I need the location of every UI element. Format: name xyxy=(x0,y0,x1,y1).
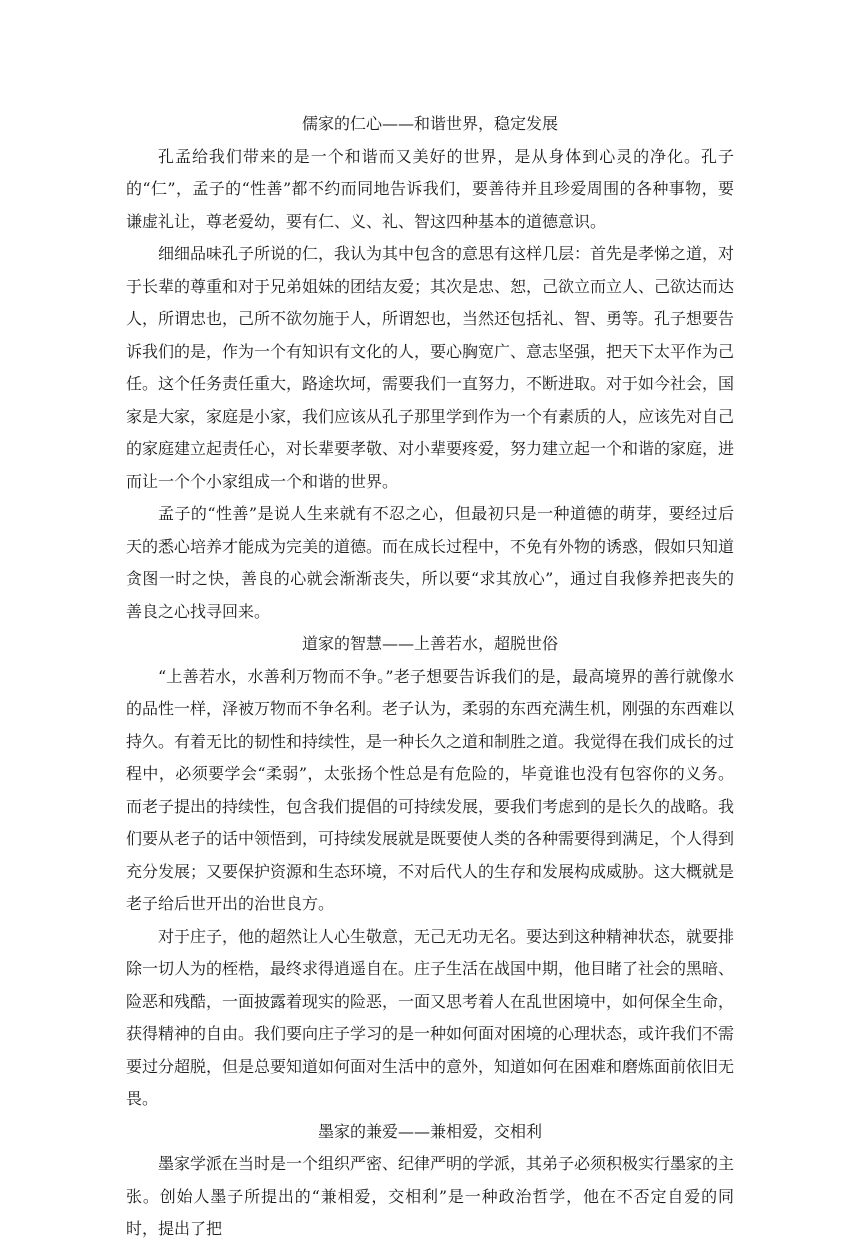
section-title-mohism: 墨家的兼爱——兼相爱，交相利 xyxy=(317,1121,542,1141)
section-title-taoism: 道家的智慧——上善若水，超脱世俗 xyxy=(301,634,558,653)
paragraph-confucianism-3: 孟子的“性善”是说人生来就有不忍之心，但最初只是一种道德的萌芽，要经过后天的悉心培养才能成为完美的道德。而在成长过程中，不免有外物的诱惑，假如只知道贪图一时之快，善良的心就会渐渐丧失，所以要“求其放心”，通过自我修养把丧失的善良之心找寻回来。 xyxy=(126,504,735,621)
paragraph-confucianism-2: 细细品味孔子所说的仁，我认为其中包含的意思有这样几层：首先是孝悌之道，对于长辈的尊重和对于兄弟姐妹的团结友爱；其次是忠、恕，己欲立而立人、己欲达而达人，所谓忠也，己所不欲勿施于人，所谓恕也，当然还包括礼、智、勇等。孔子想要告诉我们的是，作为一个有知识有文化的人，要心胸宽广、意志坚强，把天下太平作为己任。这个任务责任重大，路途坎坷，需要我们一直努力，不断进取。对于如今社会，国家是大家，家庭是小家，我们应该从孔子那里学到作为一个有素质的人，应该先对自己的家庭建立起责任心，对长辈要孝敬、对小辈要疼爱，努力建立起一个和谐的家庭，进而让一个个小家组成一个和谐的世界。 xyxy=(126,244,735,491)
document-page xyxy=(126,108,734,1246)
paragraph-taoism-2: 对于庄子，他的超然让人心生敬意，无己无功无名。要达到这种精神状态，就要排除一切人为的桎梏，最终求得逍遥自在。庄子生活在战国中期，他目睹了社会的黑暗、险恶和残酷，一面披露着现实的险恶，一面又思考着人在乱世困境中，如何保全生命，获得精神的自由。我们要向庄子学习的是一种如何面对困境的心理状态，或许我们不需要过分超脱，但是总要知道如何面对生活中的意外，知道如何在困难和磨炼面前依旧无畏。 xyxy=(126,926,735,1108)
section-title-confucianism: 儒家的仁心——和谐世界，稳定发展 xyxy=(301,114,558,133)
paragraph-taoism-1: “上善若水，水善利万物而不争。”老子想要告诉我们的是，最高境界的善行就像水的品性一样，泽被万物而不争名利。老子认为，柔弱的东西充满生机，刚强的东西难以持久。有着无比的韧性和持续性，是一种长久之道和制胜之道。我觉得在我们成长的过程中，必须要学会“柔弱”，太张扬个性总是有危险的，毕竟谁也没有包容你的义务。而老子提出的持续性，包含我们提倡的可持续发展，要我们考虑到的是长久的战略。我们要从老子的话中领悟到，可持续发展就是既要使人类的各种需要得到满足，个人得到充分发展；又要保护资源和生态环境，不对后代人的生存和发展构成威胁。这大概就是老子给后世开出的治世良方。 xyxy=(126,666,735,913)
paragraph-mohism-1: 墨家学派在当时是一个组织严密、纪律严明的学派，其弟子必须积极实行墨家的主张。创始人墨子所提出的“兼相爱，交相利”是一种政治哲学，他在不否定自爱的同时，提出了把 xyxy=(126,1154,735,1238)
paragraph-confucianism-1: 孔孟给我们带来的是一个和谐而又美好的世界，是从身体到心灵的净化。孔子的“仁”，孟子的“性善”都不约而同地告诉我们，要善待并且珍爱周围的各种事物，要谦虚礼让，尊老爱幼，要有仁、义、礼、智这四种基本的道德意识。 xyxy=(126,146,734,231)
